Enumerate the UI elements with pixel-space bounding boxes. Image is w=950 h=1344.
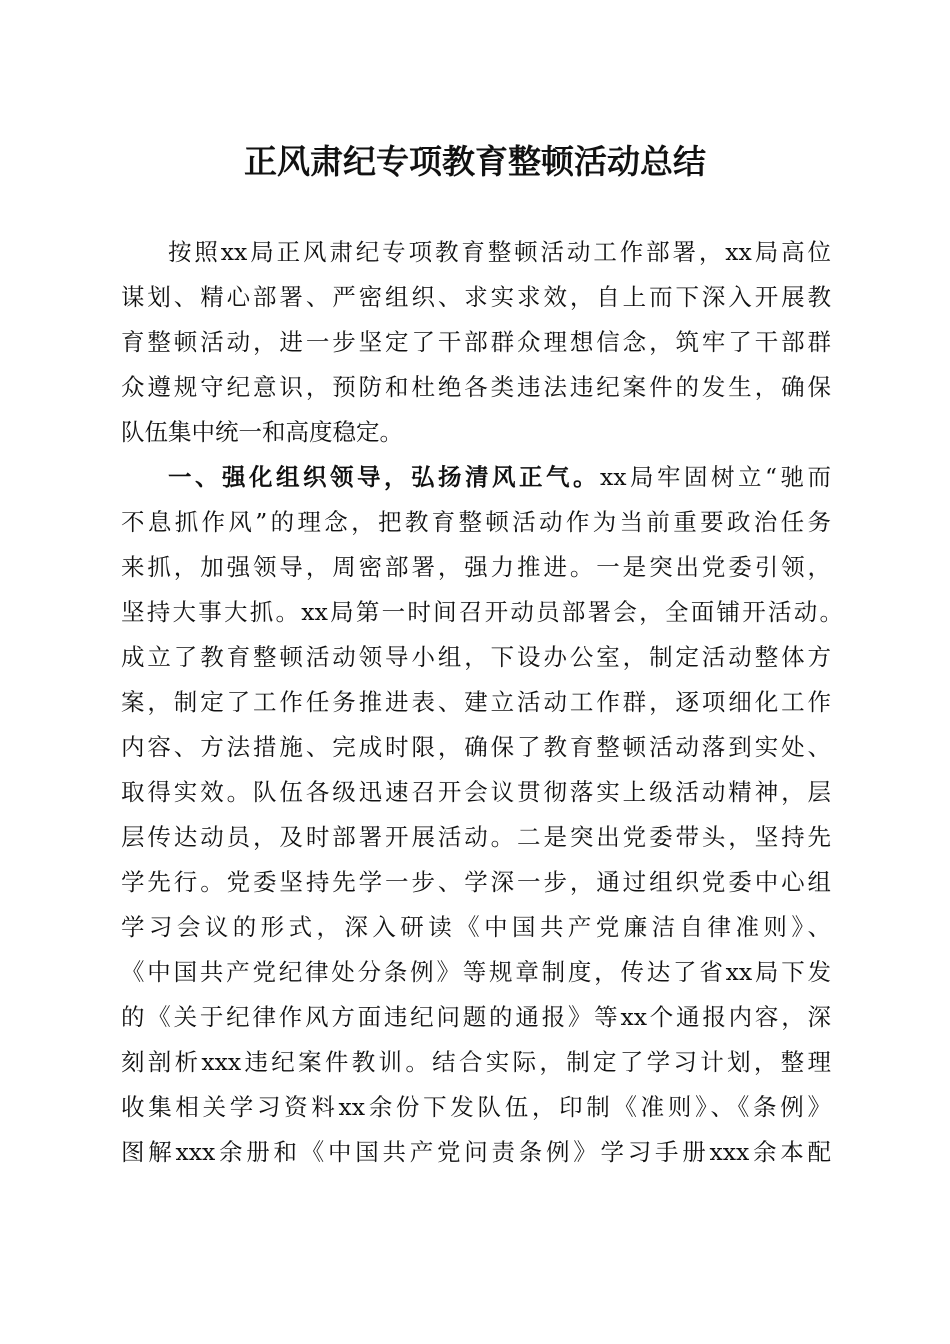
paragraph-line: 层传达动员，及时部署开展活动。二是突出党委带头，坚持先: [121, 823, 831, 851]
section-heading: 一、强化组织领导，弘扬清风正气。: [168, 463, 600, 491]
paragraph-line: 取得实效。队伍各级迅速召开会议贯彻落实上级活动精神，层: [121, 778, 831, 806]
paragraph-line: 收集相关学习资料xx余份下发队伍，印制《准则》、《条例》: [121, 1093, 831, 1121]
paragraph-line: 来抓，加强领导，周密部署，强力推进。一是突出党委引领，: [121, 553, 831, 581]
paragraph-line: 育整顿活动，进一步坚定了干部群众理想信念，筑牢了干部群: [121, 328, 831, 356]
paragraph-line: 《中国共产党纪律处分条例》等规章制度，传达了省xx局下发: [121, 958, 831, 986]
paragraph-line: 案，制定了工作任务推进表、建立活动工作群，逐项细化工作: [121, 688, 831, 716]
paragraph-line: 图解xxx余册和《中国共产党问责条例》学习手册xxx余本配: [121, 1138, 831, 1166]
paragraph-line: 不息抓作风”的理念，把教育整顿活动作为当前重要政治任务: [121, 508, 831, 536]
paragraph-line: 刻剖析xxx违纪案件教训。结合实际，制定了学习计划，整理: [121, 1048, 831, 1076]
document-title: 正风肃纪专项教育整顿活动总结: [244, 142, 706, 181]
paragraph-line: 成立了教育整顿活动领导小组，下设办公室，制定活动整体方: [121, 643, 831, 671]
paragraph-line: 坚持大事大抓。xx局第一时间召开动员部署会，全面铺开活动。: [121, 598, 843, 626]
paragraph-line: 学习会议的形式，深入研读《中国共产党廉洁自律准则》、: [121, 913, 831, 941]
paragraph-line: 的《关于纪律作风方面违纪问题的通报》等xx个通报内容，深: [121, 1003, 831, 1031]
paragraph-line: 谋划、精心部署、严密组织、求实求效，自上而下深入开展教: [121, 283, 831, 311]
paragraph-line: 众遵规守纪意识，预防和杜绝各类违法违纪案件的发生，确保: [121, 373, 831, 401]
paragraph-line: 按照xx局正风肃纪专项教育整顿活动工作部署，xx局高位: [168, 238, 831, 266]
paragraph-line: 内容、方法措施、完成时限，确保了教育整顿活动落到实处、: [121, 733, 831, 761]
section-first-line-text: xx局牢固树立“驰而: [599, 463, 831, 491]
paragraph-line: 队伍集中统一和高度稳定。: [121, 418, 403, 446]
paragraph-line: 学先行。党委坚持先学一步、学深一步，通过组织党委中心组: [121, 868, 831, 896]
section-first-line: [168, 461, 831, 493]
